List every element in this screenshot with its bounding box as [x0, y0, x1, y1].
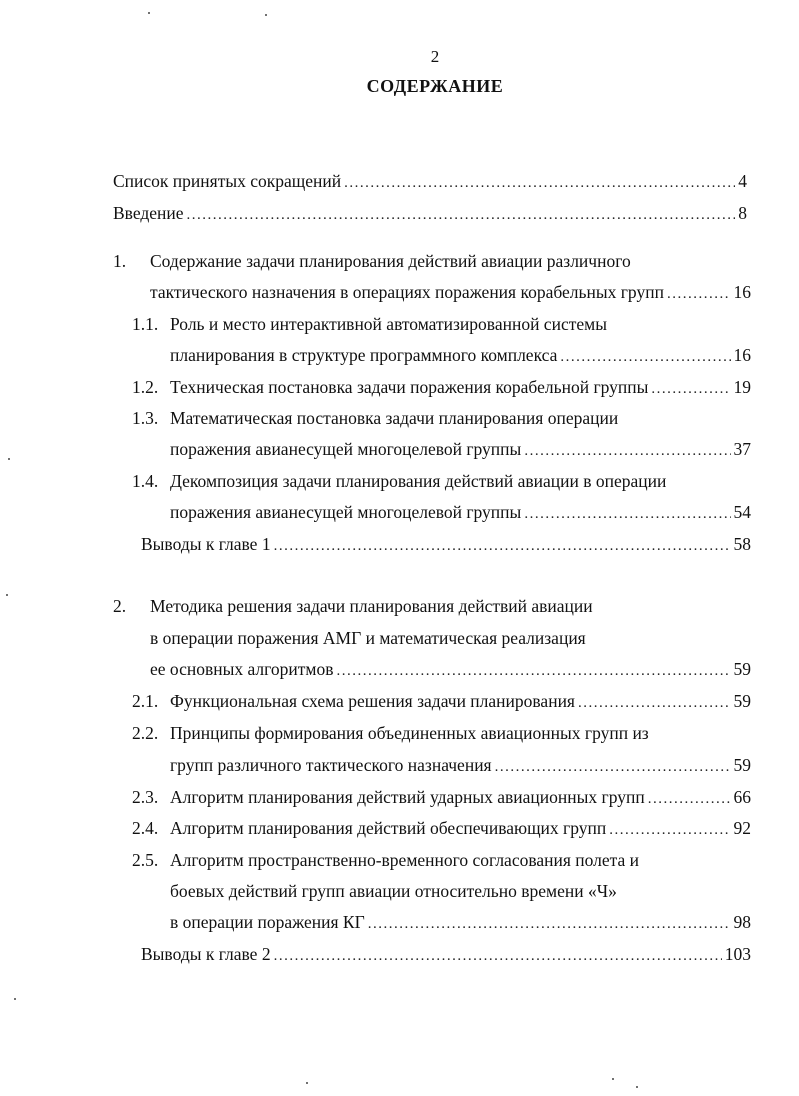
toc-entry-page: 37 — [733, 439, 751, 459]
dot-leader — [274, 535, 731, 557]
toc-entry — [132, 407, 618, 429]
scan-speck — [612, 1078, 614, 1080]
toc-entry-page: 92 — [733, 818, 751, 838]
toc-entry-text: Алгоритм пространственно-временного согласования полета и — [170, 850, 640, 870]
toc-entry — [132, 722, 649, 744]
toc-entry-number: 2.2. — [132, 723, 159, 743]
toc-entry — [113, 250, 631, 272]
toc-entry-text: Роль и место интерактивной автоматизированной системы — [170, 314, 607, 334]
toc-entry — [132, 849, 639, 871]
scan-speck — [148, 12, 150, 14]
toc-entry-number: 1.2. — [132, 377, 159, 397]
toc-entry — [132, 376, 751, 400]
toc-entry — [132, 817, 751, 841]
toc-entry-text: Алгоритм планирования действий обеспечивающих групп — [170, 818, 607, 838]
toc-entry-page: 66 — [733, 787, 751, 807]
toc-entry-number: 2.1. — [132, 691, 159, 711]
toc-entry-page: 98 — [733, 912, 751, 932]
scan-speck — [14, 998, 16, 1000]
dot-leader — [609, 819, 730, 841]
toc-entry-text: поражения авианесущей многоцелевой группы — [170, 439, 522, 459]
toc-entry — [150, 281, 751, 305]
toc-entry-text: Функциональная схема решения задачи планирования — [170, 691, 575, 711]
toc-entry — [141, 943, 751, 967]
toc-entry-page: 54 — [733, 502, 751, 522]
dot-leader — [524, 503, 730, 525]
toc-entry — [170, 344, 751, 368]
toc-entry-text: Список принятых сокращений — [113, 171, 342, 191]
toc-entry — [132, 690, 751, 714]
toc-entry-text: Содержание задачи планирования действий авиации различного — [150, 251, 631, 271]
toc-entry-text: ее основных алгоритмов — [150, 659, 334, 679]
toc-entry — [170, 754, 751, 778]
toc-entry-number: 1.1. — [132, 314, 159, 334]
toc-entry — [141, 533, 751, 557]
toc-entry-text: Методика решения задачи планирования действий авиации — [150, 596, 593, 616]
dot-leader — [187, 204, 736, 226]
dot-leader — [667, 283, 731, 305]
dot-leader — [560, 346, 730, 368]
scan-speck — [8, 458, 10, 460]
scan-speck — [306, 1082, 308, 1084]
toc-entry-text: поражения авианесущей многоцелевой группы — [170, 502, 522, 522]
toc-entry-text: Алгоритм планирования действий ударных авиационных групп — [170, 787, 645, 807]
toc-entry — [132, 470, 666, 492]
toc-entry-text: Математическая постановка задачи планирования операции — [170, 408, 619, 428]
toc-entry-text: Принципы формирования объединенных авиационных групп из — [170, 723, 649, 743]
toc-entry-number: 2.3. — [132, 787, 159, 807]
toc-entry-page: 58 — [733, 534, 751, 554]
dot-leader — [524, 440, 730, 462]
toc-entry-number: 1. — [113, 251, 127, 271]
toc-entry-page: 8 — [738, 203, 747, 223]
toc-entry-text: боевых действий групп авиации относительно времени «Ч» — [170, 881, 617, 901]
toc-entry-page: 19 — [733, 377, 751, 397]
toc-entry — [170, 501, 751, 525]
toc-entry — [170, 911, 751, 935]
toc-entry-number: 2. — [113, 596, 127, 616]
dot-leader — [337, 660, 731, 682]
toc-entry — [113, 595, 593, 617]
toc-entry-number: 1.4. — [132, 471, 159, 491]
scan-speck — [265, 14, 267, 16]
toc-entry-text: в операции поражения АМГ и математическая реализация — [150, 628, 586, 648]
dot-leader — [578, 692, 731, 714]
dot-leader — [495, 756, 731, 778]
toc-entry-text: Выводы к главе 1 — [141, 534, 271, 554]
page-title: СОДЕРЖАНИЕ — [366, 76, 504, 96]
toc-entry-page: 4 — [738, 171, 747, 191]
toc-entry-text: тактического назначения в операциях поражения корабельных групп — [150, 282, 664, 302]
toc-entry-number: 2.5. — [132, 850, 159, 870]
toc-entry-text: планирования в структуре программного комплекса — [170, 345, 558, 365]
toc-entry — [132, 786, 751, 810]
toc-entry-text: Декомпозиция задачи планирования действий авиации в операции — [170, 471, 667, 491]
scan-speck — [636, 1086, 638, 1088]
toc-entry-number: 1.3. — [132, 408, 159, 428]
toc-entry-page: 59 — [733, 691, 751, 711]
toc-entry-number: 2.4. — [132, 818, 159, 838]
toc-entry-page: 16 — [733, 345, 751, 365]
toc-entry-page: 16 — [733, 282, 751, 302]
dot-leader — [651, 378, 730, 400]
dot-leader — [344, 172, 735, 194]
toc-entry — [113, 170, 747, 194]
dot-leader — [368, 913, 731, 935]
scan-speck — [6, 594, 8, 596]
toc-entry — [132, 313, 607, 335]
dot-leader — [648, 788, 731, 810]
toc-entry-page: 59 — [733, 659, 751, 679]
toc-entry-page: 103 — [724, 944, 751, 964]
page-number: 2 — [430, 47, 440, 66]
toc-entry — [150, 627, 586, 649]
toc-entry — [170, 438, 751, 462]
toc-entry — [113, 202, 747, 226]
toc-entry-page: 59 — [733, 755, 751, 775]
dot-leader — [274, 945, 722, 967]
toc-entry-text: в операции поражения КГ — [170, 912, 365, 932]
toc-entry-text: Выводы к главе 2 — [141, 944, 271, 964]
toc-entry-text: групп различного тактического назначения — [170, 755, 492, 775]
toc-entry — [150, 658, 751, 682]
toc-entry-text: Техническая постановка задачи поражения корабельной группы — [170, 377, 649, 397]
toc-entry — [170, 880, 617, 902]
toc-entry-text: Введение — [113, 203, 184, 223]
